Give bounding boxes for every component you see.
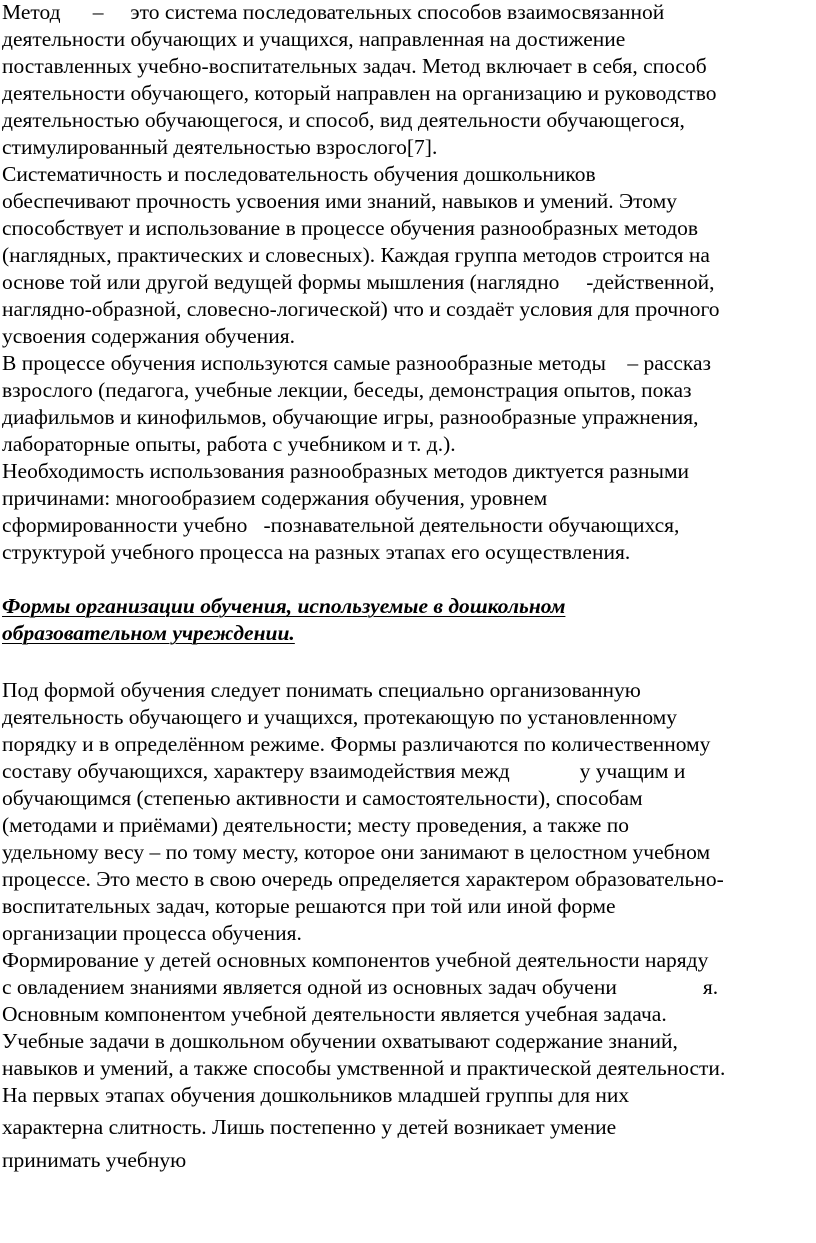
paragraph-3-line-3: диафильмов и кинофильмов, обучающие игры, разнообразные упражнения,	[2, 405, 699, 429]
paragraph-5-line-1: Под формой обучения следует понимать специально организованную	[2, 678, 641, 702]
paragraph-5-line-7: удельному весу – по тому месту, которое они занимают в целостном учебном	[2, 840, 711, 864]
section-heading-line-1: Формы организации обучения, используемые в дошкольном	[2, 594, 566, 618]
paragraph-1-line-6: стимулированный деятельностью взрослого[7].	[2, 135, 438, 159]
paragraph-2-line-2: обеспечивают прочность усвоения ими знаний, навыков и умений. Этому	[2, 189, 677, 213]
paragraph-6-line-5: навыков и умений, а также способы умственной и практической деятельности.	[2, 1056, 726, 1080]
paragraph-5-line-6: (методами и приёмами) деятельности; месту проведения, а также по	[2, 813, 629, 837]
paragraph-4-line-2: причинами: многообразием содержания обучения, уровнем	[2, 486, 548, 510]
paragraph-4-line-4: структурой учебного процесса на разных этапах его осуществления.	[2, 540, 631, 564]
paragraph-1-line-1: Метод – это система последовательных способов взаимосвязанной	[2, 0, 665, 24]
paragraph-5-line-9: воспитательных задач, которые решаются при той или иной форме	[2, 894, 616, 918]
paragraph-6-line-8: принимать учебную	[2, 1148, 187, 1172]
paragraph-2-line-6: наглядно-образной, словесно-логической) что и создаёт условия для прочного	[2, 297, 720, 321]
paragraph-6-line-1: Формирование у детей основных компонентов учебной деятельности наряду	[2, 948, 709, 972]
paragraph-6-line-7: характерна слитность. Лишь постепенно у детей возникает умение	[2, 1115, 617, 1139]
paragraph-1-line-3: поставленных учебно-воспитательных задач. Метод включает в себя, способ	[2, 54, 707, 78]
paragraph-2-line-3: способствует и использование в процессе обучения разнообразных методов	[2, 216, 699, 240]
paragraph-4-line-3: сформированности учебно -познавательной деятельности обучающихся,	[2, 513, 680, 537]
paragraph-1-line-2: деятельности обучающих и учащихся, направленная на достижение	[2, 27, 626, 51]
paragraph-5-line-8: процессе. Это место в свою очередь определяется характером образовательно-	[2, 867, 724, 891]
paragraph-3-line-4: лабораторные опыты, работа с учебником и т. д.).	[2, 432, 456, 456]
paragraph-4-line-1: Необходимость использования разнообразных методов диктуется разными	[2, 459, 690, 483]
paragraph-3-line-1: В процессе обучения используются самые разнообразные методы – рассказ	[2, 351, 712, 375]
paragraph-5-line-3: порядку и в определённом режиме. Формы различаются по количественному	[2, 732, 711, 756]
paragraph-5-line-5: обучающимся (степенью активности и самостоятельности), способам	[2, 786, 643, 810]
paragraph-2-line-1: Систематичность и последовательность обучения дошкольников	[2, 162, 596, 186]
paragraph-1-line-5: деятельностью обучающегося, и способ, вид деятельности обучающегося,	[2, 108, 685, 132]
paragraph-3-line-2: взрослого (педагога, учебные лекции, беседы, демонстрация опытов, показ	[2, 378, 692, 402]
paragraph-5-line-4: составу обучающихся, характеру взаимодействия межд у учащим и	[2, 759, 686, 783]
paragraph-6-line-4: Учебные задачи в дошкольном обучении охватывают содержание знаний,	[2, 1029, 678, 1053]
paragraph-5-line-10: организации процесса обучения.	[2, 921, 302, 945]
paragraph-6-line-2: с овладением знаниями является одной из основных задач обучени я.	[2, 975, 719, 999]
paragraph-6-line-3: Основным компонентом учебной деятельности является учебная задача.	[2, 1002, 667, 1026]
paragraph-5-line-2: деятельность обучающего и учащихся, протекающую по установленному	[2, 705, 678, 729]
paragraph-2-line-5: основе той или другой ведущей формы мышления (наглядно -действенной,	[2, 270, 715, 294]
paragraph-2-line-7: усвоения содержания обучения.	[2, 324, 295, 348]
paragraph-6-line-6: На первых этапах обучения дошкольников младшей группы для них	[2, 1083, 630, 1107]
paragraph-1-line-4: деятельности обучающего, который направлен на организацию и руководство	[2, 81, 717, 105]
section-heading-line-2: образовательном учреждении.	[2, 621, 295, 645]
paragraph-2-line-4: (наглядных, практических и словесных). Каждая группа методов строится на	[2, 243, 710, 267]
